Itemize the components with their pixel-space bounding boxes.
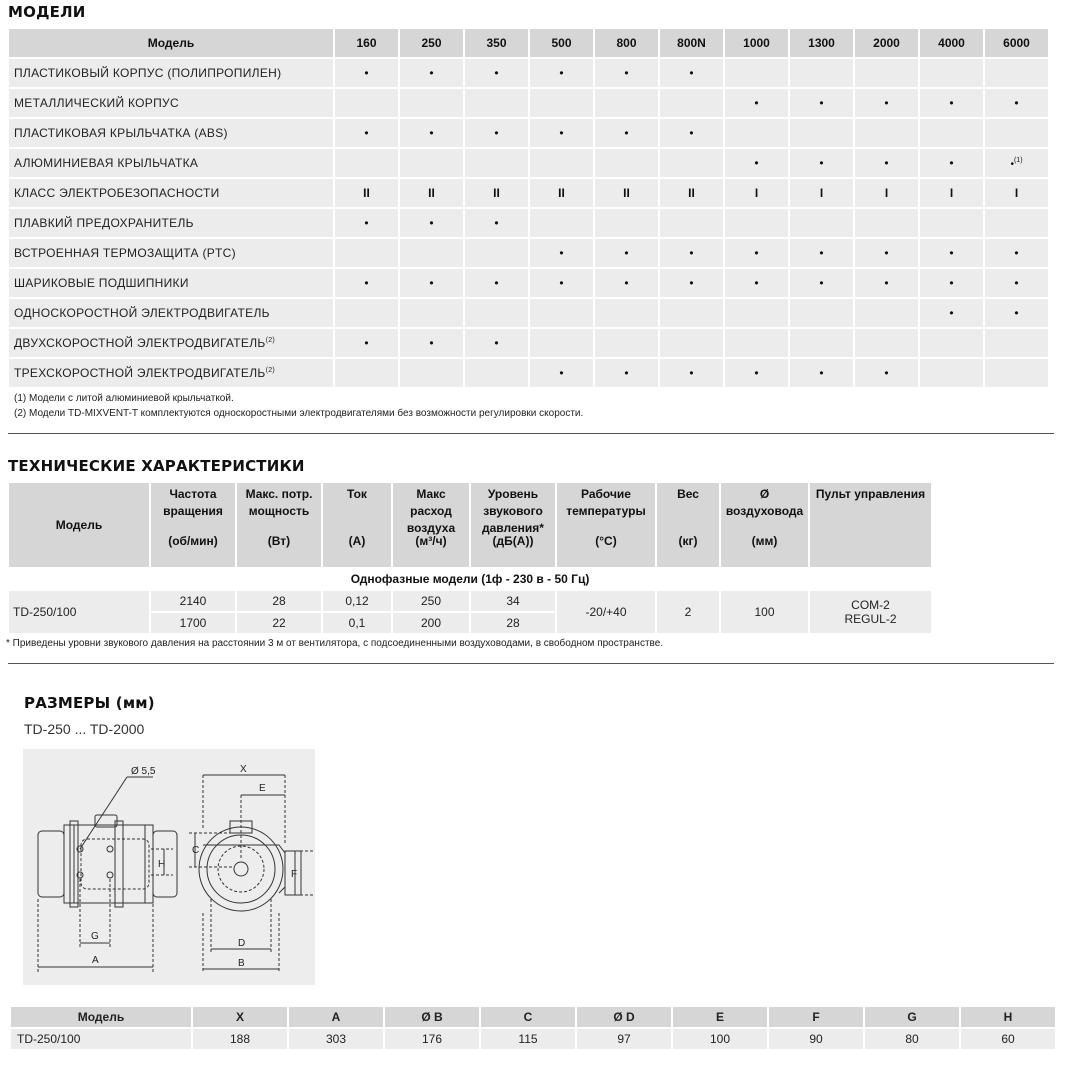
models-cell: • (920, 299, 983, 327)
models-col-header: 250 (400, 29, 463, 57)
tech-rpm-1: 2140 (151, 591, 235, 611)
tech-footnote: * Приведены уровни звукового давления на расстоянии 3 м от вентилятора, с подсоединенными воздуховодами, в свободном пространстве. (6, 638, 664, 649)
models-row-label: КЛАСС ЭЛЕКТРОБЕЗОПАСНОСТИ (9, 179, 333, 207)
models-cell: • (530, 239, 593, 267)
models-note-2: (2) Модели TD-MIXVENT-T комплектуются односкоростными электродвигателями без возможности регулировки скорости. (14, 408, 584, 419)
models-col-header: 1000 (725, 29, 788, 57)
models-col-header: 2000 (855, 29, 918, 57)
dims-header: Ø B (385, 1007, 479, 1027)
tech-header-duct: Ø воздуховода (мм) (721, 483, 808, 567)
models-cell: • (400, 269, 463, 297)
models-cell (530, 149, 593, 177)
models-cell: • (985, 269, 1048, 297)
models-cell (985, 119, 1048, 147)
models-cell (855, 209, 918, 237)
models-cell: • (725, 149, 788, 177)
svg-text:D: D (238, 938, 246, 949)
dims-cell: TD-250/100 (11, 1029, 191, 1049)
models-cell: • (920, 149, 983, 177)
dims-cell: 176 (385, 1029, 479, 1049)
dims-cell: 90 (769, 1029, 863, 1049)
dims-title: РАЗМЕРЫ (мм) (24, 694, 155, 712)
tech-control: COM-2 REGUL-2 (810, 591, 931, 633)
models-cell: • (660, 359, 723, 387)
models-cell: • (855, 149, 918, 177)
models-cell: • (335, 329, 398, 357)
models-cell (985, 59, 1048, 87)
models-cell (335, 149, 398, 177)
models-cell: • (920, 89, 983, 117)
models-cell (790, 329, 853, 357)
models-cell (790, 119, 853, 147)
svg-text:A: A (92, 955, 99, 966)
models-row-label: ТРЕХСКОРОСТНОЙ ЭЛЕКТРОДВИГАТЕЛЬ$^{(2)}$ (9, 359, 333, 387)
dims-table (9, 1005, 1057, 1051)
tech-title: ТЕХНИЧЕСКИЕ ХАРАКТЕРИСТИКИ (8, 457, 305, 475)
tech-current-2: 0,1 (323, 613, 391, 633)
dims-header: E (673, 1007, 767, 1027)
models-cell: • (790, 269, 853, 297)
models-cell (920, 59, 983, 87)
models-cell: I (725, 179, 788, 207)
models-col-header: 160 (335, 29, 398, 57)
models-header-label: Модель (9, 29, 333, 57)
models-cell: • (855, 269, 918, 297)
tech-subheader: Однофазные модели (1ф - 230 в - 50 Гц) (9, 569, 931, 589)
models-cell: • (985, 239, 1048, 267)
dims-cell: 188 (193, 1029, 287, 1049)
tech-table (7, 481, 933, 635)
models-cell (790, 59, 853, 87)
models-cell (660, 329, 723, 357)
models-cell: • (595, 239, 658, 267)
models-cell: • (920, 239, 983, 267)
svg-text:Ø 5,5: Ø 5,5 (131, 766, 156, 777)
models-table (7, 27, 1050, 389)
models-header-row (9, 29, 1048, 57)
models-col-header: 1300 (790, 29, 853, 57)
tech-current-1: 0,12 (323, 591, 391, 611)
models-row (9, 239, 1048, 267)
models-cell (920, 359, 983, 387)
models-row (9, 209, 1048, 237)
models-cell: • (335, 119, 398, 147)
models-cell (465, 299, 528, 327)
tech-header-power: Макс. потр. мощность (Вт) (237, 483, 321, 567)
models-row-label: ПЛАСТИКОВАЯ КРЫЛЬЧАТКА (ABS) (9, 119, 333, 147)
fan-drawing (23, 749, 315, 985)
models-cell: • (530, 59, 593, 87)
dims-header: A (289, 1007, 383, 1027)
models-cell (335, 299, 398, 327)
models-cell: • (530, 359, 593, 387)
dims-header: X (193, 1007, 287, 1027)
models-col-header: 4000 (920, 29, 983, 57)
models-cell: • (660, 239, 723, 267)
tech-power-2: 22 (237, 613, 321, 633)
models-cell: • (855, 239, 918, 267)
models-cell (920, 329, 983, 357)
tech-header-speed: Частота вращения (об/мин) (151, 483, 235, 567)
models-row (9, 119, 1048, 147)
models-cell (530, 329, 593, 357)
dims-header: G (865, 1007, 959, 1027)
models-note-1: (1) Модели с литой алюминиевой крыльчаткой. (14, 393, 234, 404)
models-cell: • (855, 89, 918, 117)
models-cell: • (335, 209, 398, 237)
models-cell (985, 329, 1048, 357)
models-col-header: 500 (530, 29, 593, 57)
dims-cell: 80 (865, 1029, 959, 1049)
models-cell (465, 89, 528, 117)
models-cell: • (660, 119, 723, 147)
models-cell (595, 329, 658, 357)
models-cell: • (660, 59, 723, 87)
models-cell: • (725, 239, 788, 267)
models-cell: • (725, 359, 788, 387)
models-cell: • (920, 269, 983, 297)
tech-header-temp: Рабочие температуры (°С) (557, 483, 655, 567)
models-cell: • (790, 359, 853, 387)
models-cell (855, 329, 918, 357)
models-cell (725, 209, 788, 237)
models-cell (595, 209, 658, 237)
models-row (9, 179, 1048, 207)
models-cell: • (790, 149, 853, 177)
models-cell (465, 149, 528, 177)
models-cell (920, 209, 983, 237)
models-cell: • (595, 119, 658, 147)
models-cell (725, 299, 788, 327)
models-row-label: ОДНОСКОРОСТНОЙ ЭЛЕКТРОДВИГАТЕЛЬ (9, 299, 333, 327)
svg-text:C: C (192, 845, 200, 856)
dims-header: Модель (11, 1007, 191, 1027)
models-cell: • (660, 269, 723, 297)
models-cell (595, 149, 658, 177)
models-cell (400, 149, 463, 177)
tech-header-control: Пульт управления (810, 483, 931, 567)
tech-header-noise: Уровень звукового давления* (дБ(А)) (471, 483, 555, 567)
models-cell: • (400, 209, 463, 237)
models-cell: • (790, 89, 853, 117)
svg-text:G: G (91, 931, 99, 942)
models-cell (465, 359, 528, 387)
models-cell: • (400, 119, 463, 147)
models-cell (400, 299, 463, 327)
models-cell (790, 209, 853, 237)
models-cell (530, 299, 593, 327)
models-cell: • (400, 329, 463, 357)
dims-subtitle: TD-250 ... TD-2000 (24, 721, 145, 737)
models-cell: • (985, 299, 1048, 327)
tech-power-1: 28 (237, 591, 321, 611)
tech-weight: 2 (657, 591, 719, 633)
dims-cell: 303 (289, 1029, 383, 1049)
models-title: МОДЕЛИ (8, 3, 86, 21)
svg-text:B: B (238, 958, 245, 969)
models-cell: • (400, 59, 463, 87)
models-cell: II (400, 179, 463, 207)
models-cell (530, 89, 593, 117)
models-cell: • (790, 239, 853, 267)
models-row (9, 59, 1048, 87)
models-cell (855, 119, 918, 147)
models-cell (595, 89, 658, 117)
dims-cell: 115 (481, 1029, 575, 1049)
dimension-drawing (23, 749, 315, 985)
models-row (9, 329, 1048, 357)
models-cell (725, 59, 788, 87)
models-cell: II (595, 179, 658, 207)
dims-header: Ø D (577, 1007, 671, 1027)
dims-header: F (769, 1007, 863, 1027)
models-row (9, 359, 1048, 387)
models-cell (985, 209, 1048, 237)
models-cell: • (530, 269, 593, 297)
tech-temp: -20/+40 (557, 591, 655, 633)
models-cell: • (335, 269, 398, 297)
models-cell: II (660, 179, 723, 207)
svg-text:X: X (240, 764, 247, 775)
dims-header: H (961, 1007, 1055, 1027)
models-cell (660, 149, 723, 177)
models-row (9, 299, 1048, 327)
models-cell: • (725, 89, 788, 117)
models-row-label: ПЛАСТИКОВЫЙ КОРПУС (ПОЛИПРОПИЛЕН) (9, 59, 333, 87)
dims-cell: 97 (577, 1029, 671, 1049)
models-cell (855, 299, 918, 327)
models-row (9, 89, 1048, 117)
models-row-label: ПЛАВКИЙ ПРЕДОХРАНИТЕЛЬ (9, 209, 333, 237)
models-cell: • (335, 59, 398, 87)
models-cell: II (335, 179, 398, 207)
tech-header-flow: Макс расход воздуха (м³/ч) (393, 483, 469, 567)
models-cell: • (855, 359, 918, 387)
models-row-label: АЛЮМИНИЕВАЯ КРЫЛЬЧАТКА (9, 149, 333, 177)
models-row (9, 269, 1048, 297)
models-cell: • (465, 59, 528, 87)
models-cell (400, 89, 463, 117)
models-cell (920, 119, 983, 147)
models-row (9, 149, 1048, 177)
models-cell (660, 299, 723, 327)
tech-flow-2: 200 (393, 613, 469, 633)
tech-header-model: Модель (9, 483, 149, 567)
tech-duct: 100 (721, 591, 808, 633)
models-cell: I (855, 179, 918, 207)
tech-rpm-2: 1700 (151, 613, 235, 633)
models-cell: • (595, 359, 658, 387)
dims-header: C (481, 1007, 575, 1027)
models-col-header: 800 (595, 29, 658, 57)
models-cell (530, 209, 593, 237)
svg-text:H: H (158, 859, 166, 870)
models-cell: • (465, 119, 528, 147)
models-row-label: МЕТАЛЛИЧЕСКИЙ КОРПУС (9, 89, 333, 117)
models-row-label: ДВУХСКОРОСТНОЙ ЭЛЕКТРОДВИГАТЕЛЬ$^{(2)}$ (9, 329, 333, 357)
models-cell: • (530, 119, 593, 147)
tech-flow-1: 250 (393, 591, 469, 611)
tech-noise-1: 34 (471, 591, 555, 611)
models-cell (465, 239, 528, 267)
tech-noise-2: 28 (471, 613, 555, 633)
models-cell: • (465, 269, 528, 297)
models-cell (985, 359, 1048, 387)
models-cell (660, 89, 723, 117)
models-cell: I (985, 179, 1048, 207)
svg-text:E: E (259, 783, 266, 794)
models-cell: II (530, 179, 593, 207)
models-cell (400, 359, 463, 387)
models-cell (855, 59, 918, 87)
models-cell: I (790, 179, 853, 207)
divider (8, 433, 1054, 434)
models-cell (660, 209, 723, 237)
models-cell (595, 299, 658, 327)
models-cell: • (595, 269, 658, 297)
models-col-header: 350 (465, 29, 528, 57)
dims-cell: 100 (673, 1029, 767, 1049)
models-cell: • (985, 89, 1048, 117)
models-cell: • (595, 59, 658, 87)
models-row-label: ШАРИКОВЫЕ ПОДШИПНИКИ (9, 269, 333, 297)
models-cell: II (465, 179, 528, 207)
models-cell: • (465, 209, 528, 237)
dims-cell: 60 (961, 1029, 1055, 1049)
models-cell (725, 329, 788, 357)
models-cell (335, 239, 398, 267)
models-cell (790, 299, 853, 327)
models-cell (725, 119, 788, 147)
models-cell: • (725, 269, 788, 297)
models-cell (400, 239, 463, 267)
tech-header-current: Ток (А) (323, 483, 391, 567)
models-row-label: ВСТРОЕННАЯ ТЕРМОЗАЩИТА (PTC) (9, 239, 333, 267)
models-cell: • (465, 329, 528, 357)
divider (8, 663, 1054, 664)
models-cell: I (920, 179, 983, 207)
svg-text:F: F (291, 869, 298, 880)
tech-model: TD-250/100 (9, 591, 149, 633)
models-cell (335, 359, 398, 387)
tech-header-weight: Вес (кг) (657, 483, 719, 567)
models-cell (335, 89, 398, 117)
models-col-header: 800N (660, 29, 723, 57)
models-cell: •$^{(1)}$ (985, 149, 1048, 177)
models-col-header: 6000 (985, 29, 1048, 57)
